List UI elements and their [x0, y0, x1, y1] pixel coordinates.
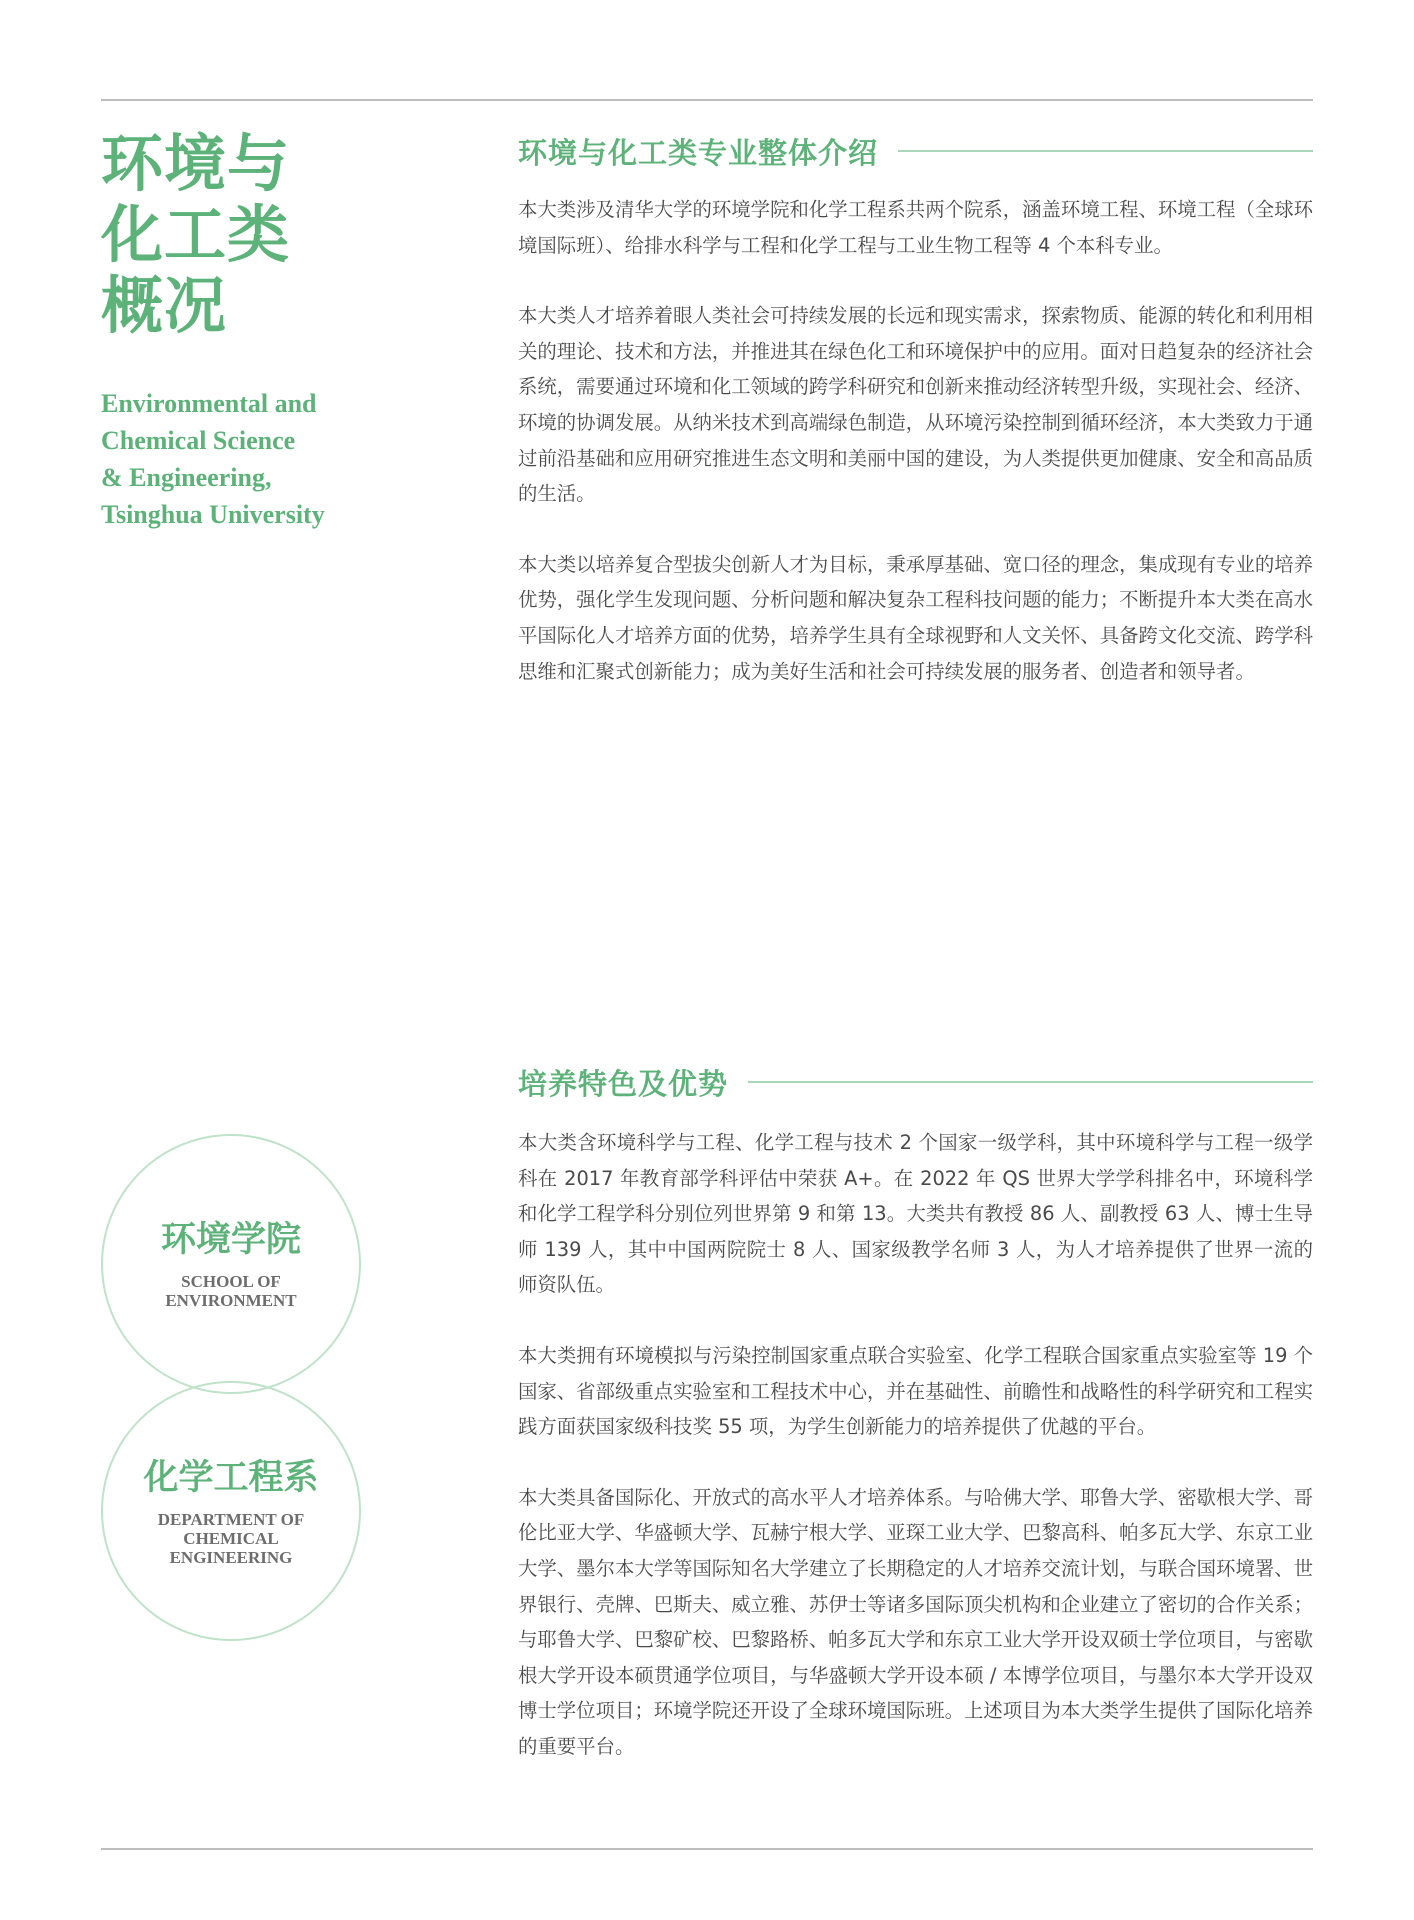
- section-overview-rule: [898, 150, 1313, 152]
- page-title-en-line-4: Tsinghua University: [101, 500, 325, 529]
- section-overview-title: 环境与化工类专业整体介绍: [518, 135, 879, 170]
- section-features-paragraph-1: 本大类含环境科学与工程、化学工程与技术 2 个国家一级学科，其中环境科学与工程一级学科在 2017 年教育部学科评估中荣获 A+。在 2022 年 QS 世界大学学科排名中，环境科学和化学工程学科分别位列世界第 9 和第 13。大类共有教授 86 人、副教授 63 人、博士生导师 139 人，其中中国两院院士 8 人、国家级教学名师 3 人，为人才培养提供了世界一流的师资队伍。: [518, 1131, 1313, 1297]
- page-title-en-line-1: Environmental and: [101, 389, 317, 418]
- section-features-rule: [748, 1081, 1313, 1083]
- bottom-divider: [101, 1848, 1313, 1850]
- department-of-chemical-engineering-name-en-line-2: CHEMICAL: [183, 1528, 279, 1548]
- section-features-paragraph-2: 本大类拥有环境模拟与污染控制国家重点联合实验室、化学工程联合国家重点实验室等 19 个国家、省部级重点实验室和工程技术中心，并在基础性、前瞻性和战略性的科学研究和工程实践方面获国家级科技奖 55 项，为学生创新能力的培养提供了优越的平台。: [518, 1343, 1314, 1439]
- school-of-environment-name-en: [165, 1272, 296, 1310]
- department-of-chemical-engineering-name-cn: 化学工程系: [143, 1456, 319, 1498]
- section-features-title: 培养特色及优势: [518, 1066, 729, 1101]
- section-overview-paragraph-2: 本大类人才培养着眼人类社会可持续发展的长远和现实需求，探索物质、能源的转化和利用相关的理论、技术和方法，并推进其在绿色化工和环境保护中的应用。面对日趋复杂的经济社会系统，需要通过环境和化工领域的跨学科研究和创新来推动经济转型升级，实现社会、经济、环境的协调发展。从纳米技术到高端绿色制造，从环境污染控制到循环经济，本大类致力于通过前沿基础和应用研究推进生态文明和美丽中国的建设，为人类提供更加健康、安全和高品质的生活。: [518, 304, 1314, 506]
- section-overview-heading: [518, 131, 1313, 171]
- section-features-paragraph-3: 本大类具备国际化、开放式的高水平人才培养体系。与哈佛大学、耶鲁大学、密歇根大学、哥伦比亚大学、华盛顿大学、瓦赫宁根大学、亚琛工业大学、巴黎高科、帕多瓦大学、东京工业大学、墨尔本大学等国际知名大学建立了长期稳定的人才培养交流计划，与联合国环境署、世界银行、壳牌、巴斯夫、威立雅、苏伊士等诸多国际顶尖机构和企业建立了密切的合作关系；与耶鲁大学、巴黎矿校、巴黎路桥、帕多瓦大学和东京工业大学开设双硕士学位项目，与密歇根大学开设本硕贯通学位项目，与华盛顿大学开设本硕 / 本博学位项目，与墨尔本大学开设双博士学位项目；环境学院还开设了全球环境国际班。上述项目为本大类学生提供了国际化培养的重要平台。: [518, 1485, 1314, 1758]
- top-divider: [101, 99, 1313, 101]
- page-title-cn-line-3: 概况: [101, 269, 228, 342]
- department-of-chemical-engineering-badge: [101, 1381, 361, 1641]
- school-of-environment-badge: [101, 1134, 361, 1394]
- school-of-environment-name-en-line-2: ENVIRONMENT: [165, 1291, 297, 1310]
- section-overview-paragraph-1: 本大类涉及清华大学的环境学院和化学工程系共两个院系，涵盖环境工程、环境工程（全球环境国际班）、给排水科学与工程和化学工程与工业生物工程等 4 个本科专业。: [518, 198, 1314, 257]
- page-title-en: [101, 385, 431, 533]
- school-of-environment-name-en-line-1: SCHOOL OF: [181, 1272, 281, 1291]
- section-overview-paragraph-3: 本大类以培养复合型拔尖创新人才为目标，秉承厚基础、宽口径的理念，集成现有专业的培养优势，强化学生发现问题、分析问题和解决复杂工程科技问题的能力；不断提升本大类在高水平国际化人才培养方面的优势，培养学生具有全球视野和人文关怀、具备跨文化交流、跨学科思维和汇聚式创新能力；成为美好生活和社会可持续发展的服务者、创造者和领导者。: [518, 552, 1314, 683]
- section-overview-body: [518, 192, 1313, 724]
- section-features-heading: [518, 1062, 1313, 1102]
- section-features-body: [518, 1125, 1313, 1800]
- school-of-environment-name-cn: 环境学院: [160, 1219, 301, 1260]
- page-title-en-line-3: & Engineering,: [101, 463, 272, 492]
- page-title-cn-line-2: 化工类: [101, 198, 291, 271]
- page-title-cn-line-1: 环境与: [101, 127, 291, 200]
- department-of-chemical-engineering-name-en-line-3: ENGINEERING: [169, 1547, 293, 1567]
- page-title-en-line-2: Chemical Science: [101, 426, 296, 455]
- page-title-cn: [101, 128, 421, 341]
- department-of-chemical-engineering-name-en-line-1: DEPARTMENT OF: [157, 1509, 305, 1529]
- department-of-chemical-engineering-name-en: [158, 1510, 305, 1567]
